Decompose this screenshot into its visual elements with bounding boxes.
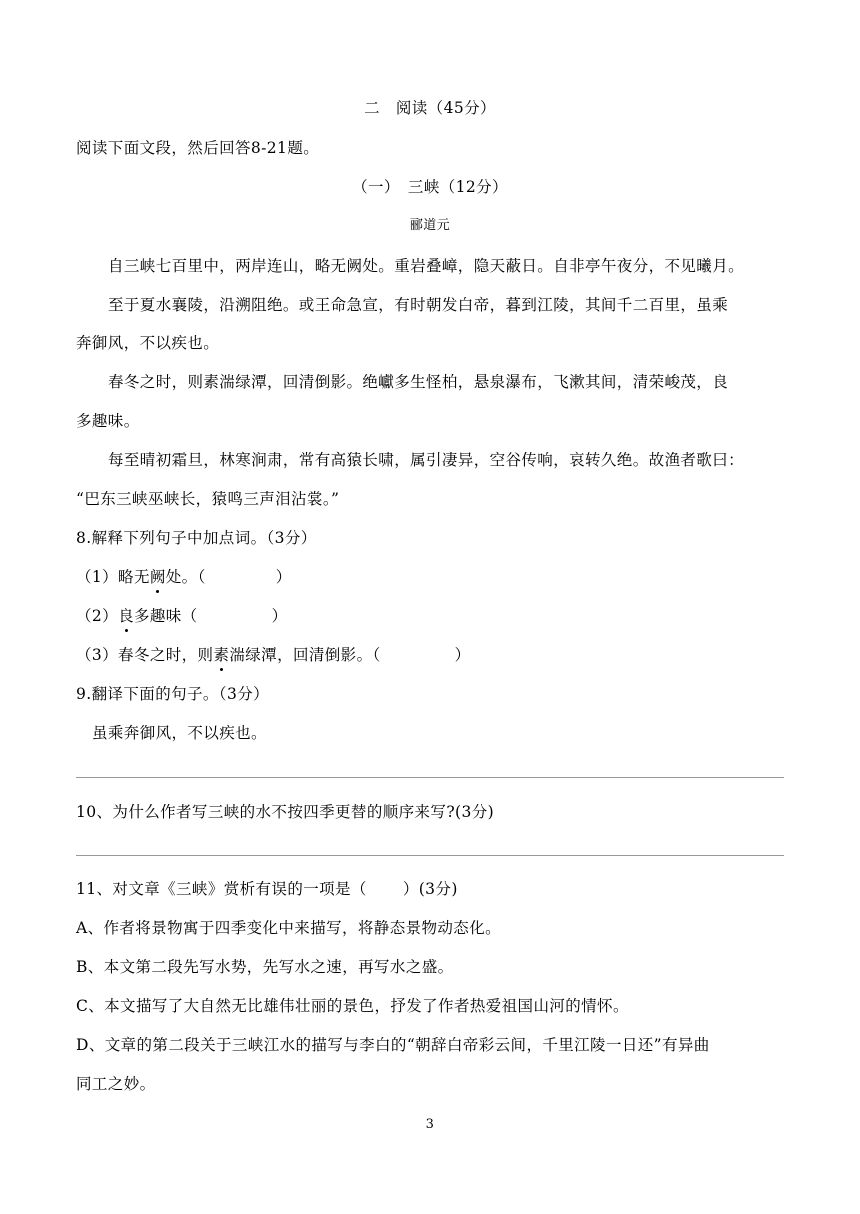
question-8-stem: 8.解释下列句子中加点词。（3分） — [76, 529, 317, 547]
passage-paragraph-2-line-2: 奔御风，不以疾也。 — [76, 334, 220, 352]
closing-paren: ） — [454, 646, 471, 664]
stem-text-before: 11、对文章《三峡》赏析有误的一项是（ — [76, 880, 367, 898]
item-text-after: 处。（ — [165, 568, 206, 586]
passage-title: （一） 三峡（12分） — [352, 178, 508, 196]
item-text-before: （3）春冬之时，则 — [76, 646, 214, 664]
passage-author: 郦道元 — [409, 218, 451, 233]
passage-paragraph-3-line-1: 春冬之时，则素湍绿潭，回清倒影。绝巘多生怪柏，悬泉瀑布，飞漱其间，清荣峻茂，良 — [108, 373, 729, 391]
page-number: 3 — [425, 1117, 435, 1132]
item-text-before: （2） — [76, 607, 119, 625]
dotted-word: 阙 — [149, 568, 166, 586]
question-8-item-1 — [76, 567, 292, 587]
passage-paragraph-4-line-1: 每至晴初霜旦，林寒涧肃，常有高猿长啸，属引凄异，空谷传响，哀转久绝。故渔者歌曰： — [108, 451, 745, 469]
answer-line[interactable] — [76, 855, 784, 856]
question-10-stem: 10、为什么作者写三峡的水不按四季更替的顺序来写?(3分) — [76, 803, 495, 821]
section-heading: 二 阅读（45分） — [364, 99, 496, 117]
item-text-after: 湍绿潭，回清倒影。（ — [229, 646, 381, 664]
question-9-sentence: 虽乘奔御风，不以疾也。 — [92, 724, 267, 742]
item-text-after: 多趣味（ — [133, 607, 198, 625]
closing-paren: ） — [275, 568, 292, 586]
reading-instruction: 阅读下面文段，然后回答8-21题。 — [76, 139, 320, 157]
passage-paragraph-2-line-1: 至于夏水襄陵，沿溯阻绝。或王命急宣，有时朝发白帝，暮到江陵，其间千二百里，虽乘 — [108, 296, 729, 314]
passage-paragraph-3-line-2: 多趣味。 — [76, 412, 140, 430]
question-11-option-d-line-1: D、文章的第二段关于三峡江水的描写与李白的“朝辞白帝彩云间，千里江陵一日还”有异曲 — [76, 1036, 710, 1054]
question-8-item-2 — [76, 606, 287, 626]
question-9-stem: 9.翻译下面的句子。（3分） — [76, 685, 270, 703]
passage-paragraph-4-line-2: “巴东三峡巫峡长，猿鸣三声泪沾裳。” — [76, 490, 340, 508]
dotted-word: 素 — [213, 646, 230, 664]
question-11-option-b: B、本文第二段先写水势，先写水之速，再写水之盛。 — [76, 958, 454, 976]
question-11-option-c: C、本文描写了大自然无比雄伟壮丽的景色，抒发了作者热爱祖国山河的情怀。 — [76, 997, 629, 1015]
question-11-stem — [76, 879, 458, 899]
item-text-before: （1）略无 — [76, 568, 150, 586]
closing-paren: ） — [271, 607, 288, 625]
answer-line[interactable] — [76, 777, 784, 778]
dotted-word: 良 — [118, 607, 134, 625]
question-11-option-a: A、作者将景物寓于四季变化中来描写，将静态景物动态化。 — [76, 919, 501, 937]
question-11-option-d-line-2: 同工之妙。 — [76, 1075, 156, 1093]
passage-paragraph-1-line-1: 自三峡七百里中，两岸连山，略无阙处。重岩叠嶂，隐天蔽日。自非亭午夜分，不见曦月。 — [108, 257, 745, 275]
stem-text-after: ）(3分) — [402, 880, 458, 898]
question-8-item-3 — [76, 645, 471, 665]
